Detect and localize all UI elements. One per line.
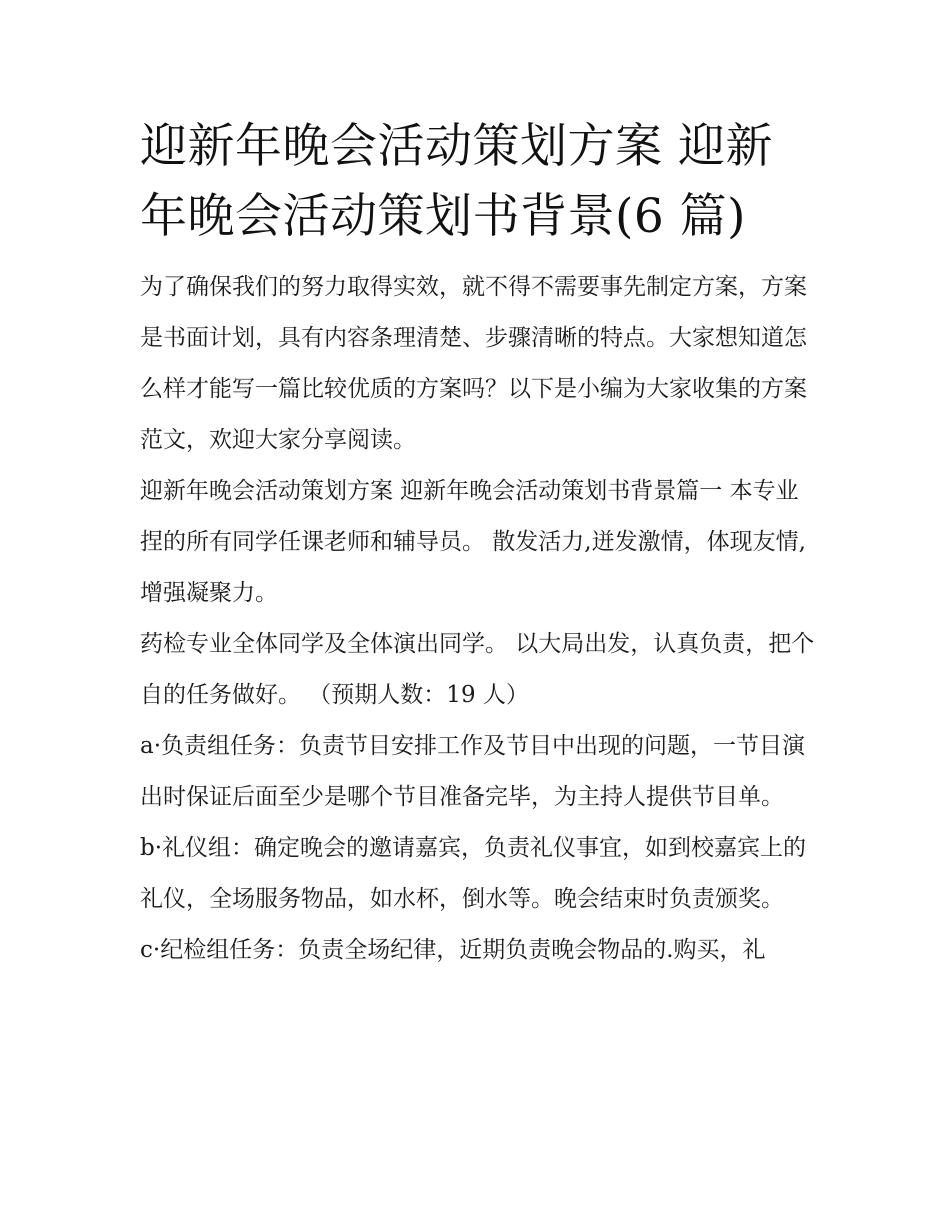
task-b-paragraph: b·礼仪组：确定晚会的邀请嘉宾，负责礼仪事宜，如到校嘉宾上的礼仪，全场服务物品，如水杯，倒水等。晚会结束时负责颁奖。	[140, 835, 807, 912]
task-a-paragraph: a·负责组任务：负责节目安排工作及节目中出现的问题，一节目演出时保证后面至少是哪个节目准备完毕，为主持人提供节目单。	[140, 733, 806, 810]
task-c-paragraph: c·纪检组任务：负责全场纪律，近期负责晚会物品的.购买，礼	[140, 937, 766, 963]
section-one-paragraph: 迎新年晚会活动策划方案 迎新年晚会活动策划书背景篇一 本专业捏的所有同学任课老师和辅导员。 散发活力,迸发激情，体现友情,增强凝聚力。	[140, 478, 806, 606]
participants-paragraph: 药检专业全体同学及全体演出同学。 以大局出发，认真负责，把个自的任务做好。 （预期人数：19 人）	[140, 631, 815, 708]
document-body	[140, 112, 820, 976]
intro-paragraph: 为了确保我们的努力取得实效，就不得不需要事先制定方案，方案是书面计划，具有内容条理清楚、步骤清晰的特点。大家想知道怎么样才能写一篇比较优质的方案吗？以下是小编为大家收集的方案范文，欢迎大家分享阅读。	[140, 274, 807, 453]
document-title: 迎新年晚会活动策划方案 迎新年晚会活动策划书背景(6 篇)	[140, 119, 773, 244]
